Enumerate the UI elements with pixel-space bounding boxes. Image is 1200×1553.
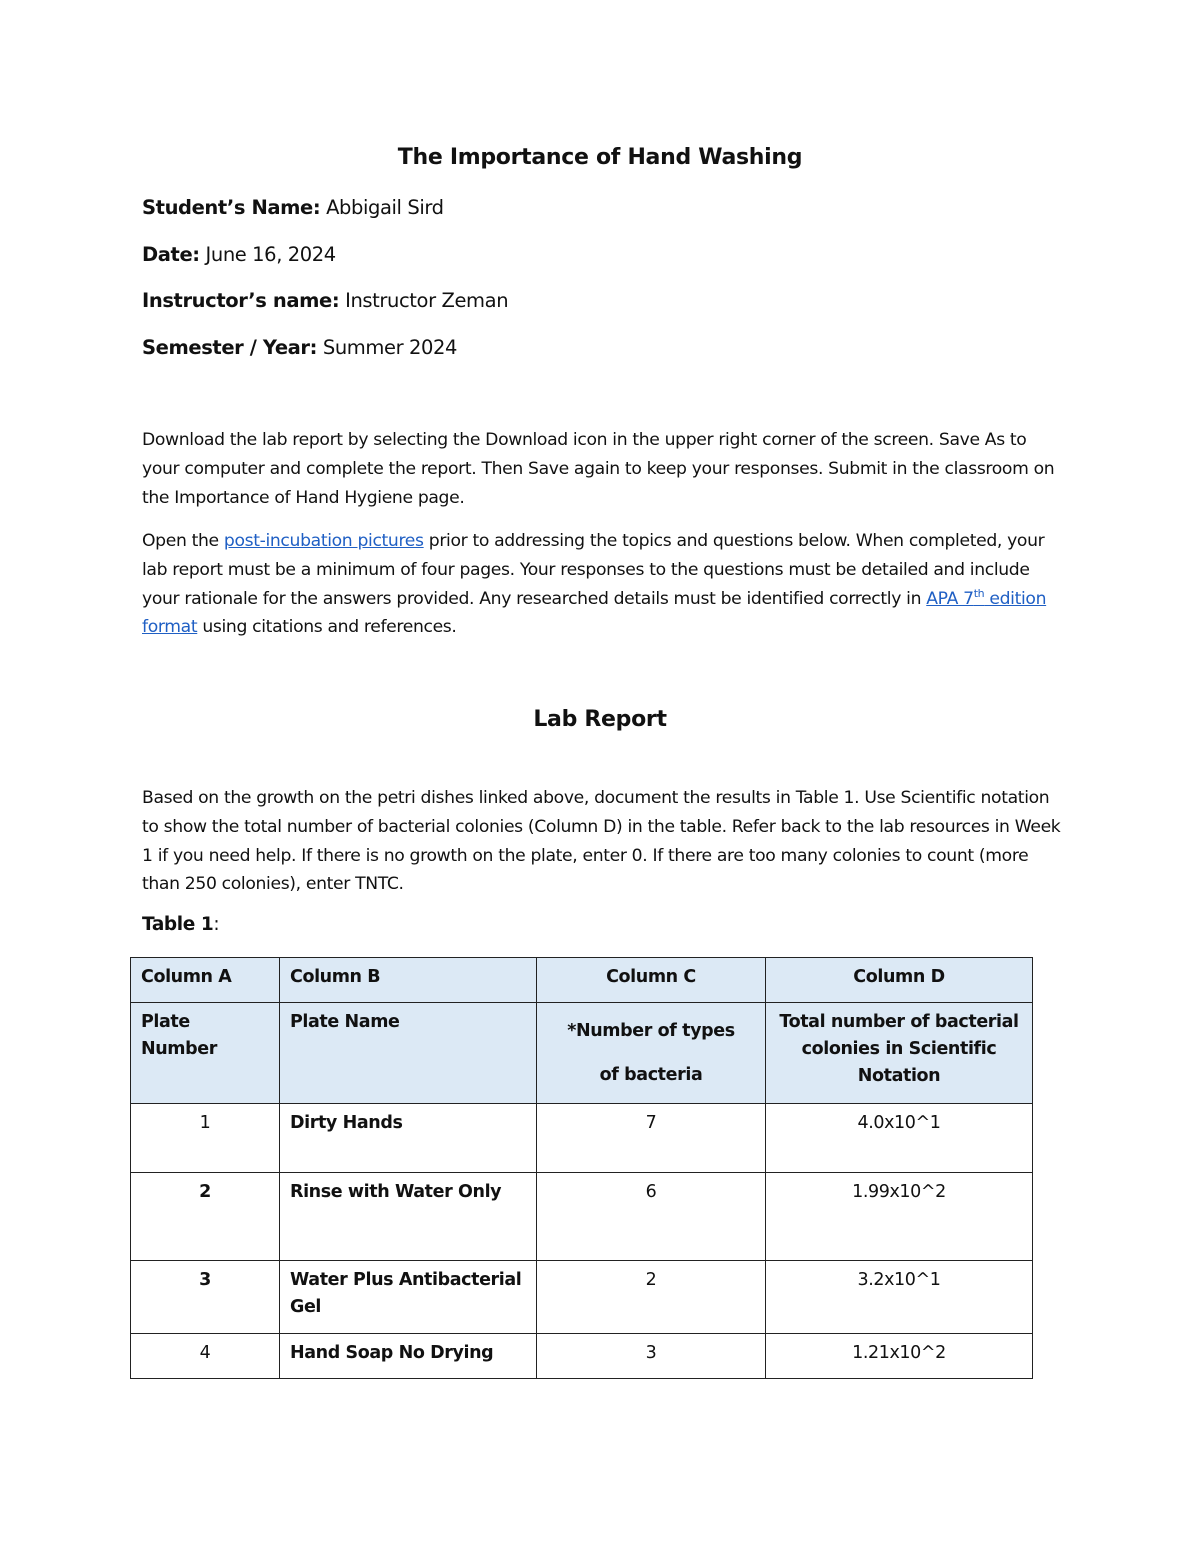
table-label bbox=[142, 914, 219, 935]
total-cell: 1.21x10^2 bbox=[766, 1334, 1033, 1379]
types-of-bacteria-line2: of bacteria bbox=[599, 1065, 703, 1085]
date-field: Date: June 16, 2024 bbox=[142, 243, 336, 266]
download-instructions: Download the lab report by selecting the Download icon in the upper right corner of the screen. Save As to your computer and complete the report. Then Save again to keep your responses. Submit in the classroom on the Importance of Hand Hygiene page. bbox=[142, 430, 1055, 508]
plate-name-cell: Water Plus Antibacterial Gel bbox=[280, 1261, 537, 1334]
open-para-prefix: Open the bbox=[142, 531, 224, 551]
table-row bbox=[131, 1104, 1033, 1173]
table-header-row bbox=[131, 958, 1033, 1003]
column-a-header: Column A bbox=[131, 958, 280, 1003]
post-incubation-pictures-link[interactable]: post-incubation pictures bbox=[223, 531, 424, 551]
column-c-header: Column C bbox=[537, 958, 766, 1003]
plate-name-cell: Hand Soap No Drying bbox=[280, 1334, 537, 1379]
total-cell: 4.0x10^1 bbox=[766, 1104, 1033, 1173]
student-name-label: Student’s Name bbox=[142, 196, 313, 219]
open-pictures-paragraph bbox=[142, 527, 1062, 642]
plate-number-cell: 1 bbox=[131, 1104, 280, 1173]
types-of-bacteria-header bbox=[537, 1003, 766, 1104]
column-b-header: Column B bbox=[280, 958, 537, 1003]
table-subheader-row bbox=[131, 1003, 1033, 1104]
date-value: June 16, 2024 bbox=[205, 243, 336, 266]
instructor-name-field: Instructor’s name: Instructor Zeman bbox=[142, 289, 509, 312]
total-cell: 3.2x10^1 bbox=[766, 1261, 1033, 1334]
table-label-suffix: : bbox=[213, 914, 220, 935]
student-name-value: Abbigail Sird bbox=[326, 196, 444, 219]
document-title: The Importance of Hand Washing bbox=[397, 145, 803, 170]
instructor-name-value: Instructor Zeman bbox=[345, 289, 509, 312]
table-instructions: Based on the growth on the petri dishes linked above, document the results in Table 1. Use Scientific notation to show the total number of bacterial colonies (Column D) in the table. Refer back to the lab resources in Week 1 if you need help. If there is no growth on the plate, enter 0. If there are too many colonies to count (more than 250 colonies), enter TNTC. bbox=[142, 788, 1061, 895]
column-d-header: Column D bbox=[766, 958, 1033, 1003]
plate-name-cell: Rinse with Water Only bbox=[280, 1173, 537, 1261]
types-cell: 3 bbox=[537, 1334, 766, 1379]
table-row bbox=[131, 1173, 1033, 1261]
table-label-text: Table 1 bbox=[142, 914, 214, 935]
total-cell: 1.99x10^2 bbox=[766, 1173, 1033, 1261]
plate-name-header: Plate Name bbox=[280, 1003, 537, 1104]
table-row bbox=[131, 1334, 1033, 1379]
results-table bbox=[130, 957, 1033, 1379]
total-colonies-header: Total number of bacterial colonies in Scientific Notation bbox=[766, 1003, 1033, 1104]
plate-number-cell: 3 bbox=[131, 1261, 280, 1334]
apa-link-text-end: edition format bbox=[142, 588, 1047, 638]
plate-number-header: Plate Number bbox=[131, 1003, 280, 1104]
types-cell: 7 bbox=[537, 1104, 766, 1173]
student-name-field: Student’s Name: Abbigail Sird bbox=[142, 196, 444, 219]
apa-link-superscript: th bbox=[973, 586, 985, 600]
semester-year-field: Semester / Year: Summer 2024 bbox=[142, 336, 458, 359]
types-cell: 6 bbox=[537, 1173, 766, 1261]
semester-year-value: Summer 2024 bbox=[322, 336, 458, 359]
open-para-middle: prior to addressing the topics and questions below. When completed, your lab report must be a minimum of four pages. Your responses to the questions must be detailed and include your rationale for the answers provided. Any researched details must be identified correctly in bbox=[142, 531, 1045, 609]
plate-number-cell: 4 bbox=[131, 1334, 280, 1379]
lab-report-heading: Lab Report bbox=[533, 707, 667, 732]
open-para-suffix: using citations and references. bbox=[197, 617, 457, 638]
instructor-name-label: Instructor’s name bbox=[142, 289, 332, 312]
date-label: Date bbox=[142, 243, 193, 266]
types-of-bacteria-line1: *Number of types bbox=[567, 1021, 735, 1041]
types-cell: 2 bbox=[537, 1261, 766, 1334]
apa-link-text: APA 7 bbox=[926, 588, 974, 609]
plate-number-cell: 2 bbox=[131, 1173, 280, 1261]
semester-year-label: Semester / Year bbox=[142, 336, 310, 359]
plate-name-cell: Dirty Hands bbox=[280, 1104, 537, 1173]
table-row bbox=[131, 1261, 1033, 1334]
